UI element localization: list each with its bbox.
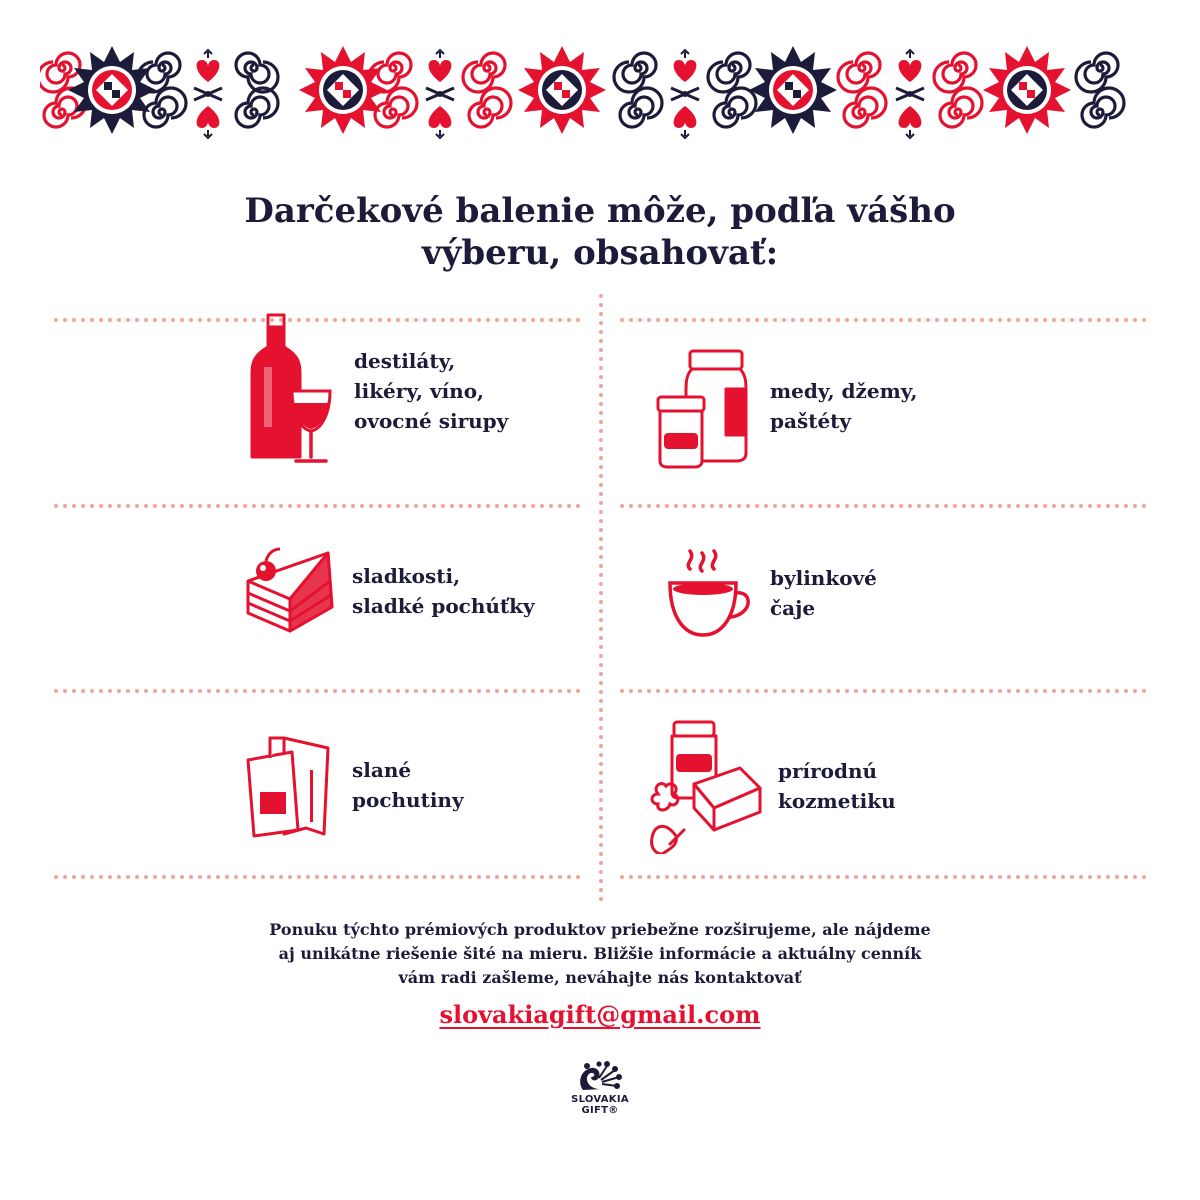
email-link[interactable]: slovakiagift@gmail.com — [439, 1000, 761, 1029]
page-title — [100, 190, 1100, 274]
bottle-and-wineglass-icon — [240, 311, 340, 471]
page-title-line-1: Darčekové balenie môže, podľa vášho — [244, 191, 956, 231]
footer-description: Ponuku týchto prémiových produktov priebežne rozširujeme, ale nájdeme aj unikátne riešenie šité na mieru. Bližšie informácie a aktuálny cenník vám radi zašleme, neváhajte nás kontaktovať — [269, 920, 931, 987]
item-label: sladkosti, sladké pochúťky — [352, 564, 535, 618]
list-item — [240, 730, 580, 840]
item-label: prírodnú kozmetiku — [778, 759, 896, 813]
cosmetics-icon — [636, 718, 766, 854]
slovakia-gift-logo — [560, 1060, 640, 1140]
item-label: medy, džemy, paštéty — [770, 379, 918, 433]
list-item — [240, 536, 580, 646]
list-item — [636, 716, 1116, 856]
folk-ornament-border — [40, 40, 1160, 140]
list-item — [660, 538, 1140, 648]
cake-slice-icon — [240, 541, 340, 641]
list-item — [654, 336, 1134, 476]
item-label: slané pochutiny — [352, 758, 464, 812]
logo-wordmark: SLOVAKIA GIFT® — [571, 1094, 629, 1116]
list-item — [240, 306, 580, 476]
teacup-icon — [660, 543, 760, 643]
jars-icon — [654, 341, 754, 471]
page-title-line-2: výberu, obsahovať: — [421, 233, 779, 273]
item-label: bylinkové čaje — [770, 566, 877, 620]
item-label: destiláty, likéry, víno, ovocné sirupy — [354, 349, 509, 433]
snack-bags-icon — [240, 730, 340, 840]
peacock-logo-icon — [577, 1060, 623, 1094]
